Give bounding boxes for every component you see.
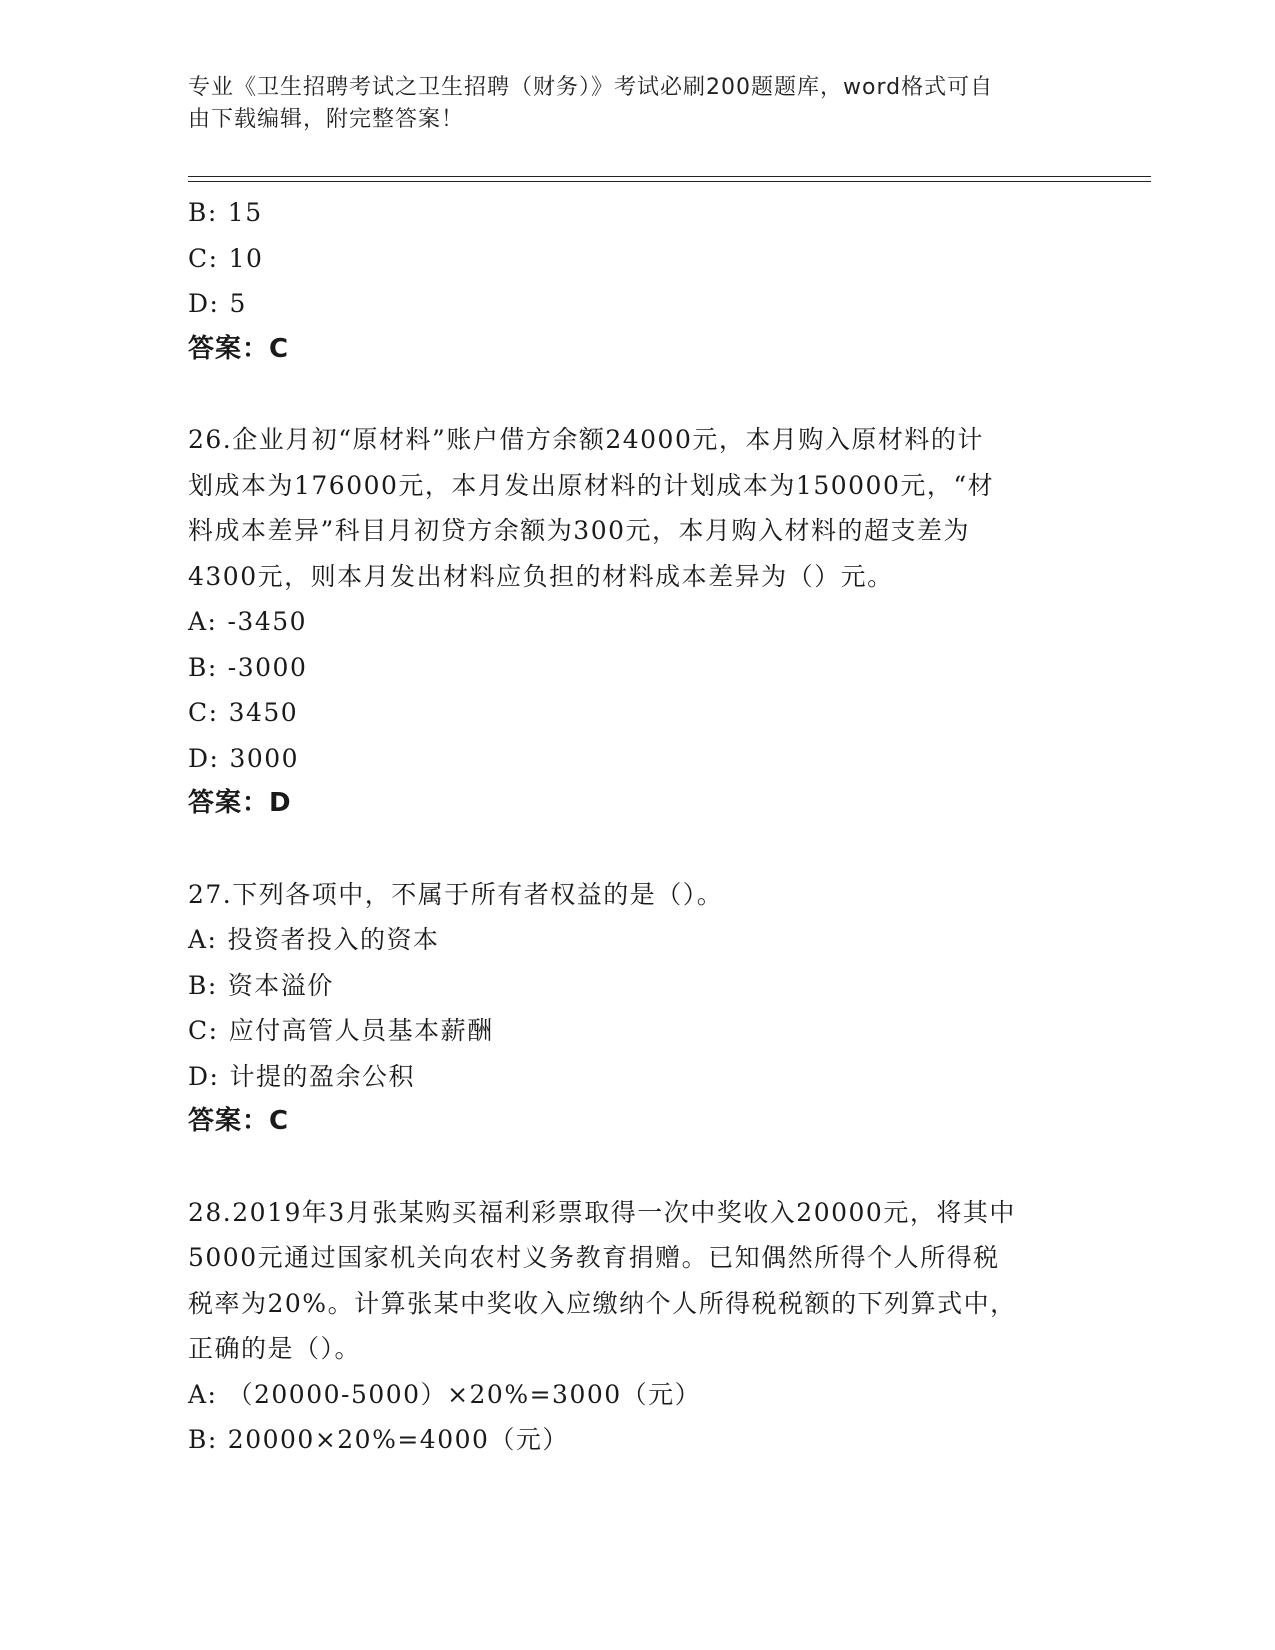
option-b: B: 资本溢价: [188, 970, 334, 1000]
option-a: A: 投资者投入的资本: [188, 925, 440, 954]
option-a: A: -3450: [188, 607, 308, 636]
question-27: [188, 872, 1088, 1145]
question-text-line: 26.企业月初“原材料”账户借方余额24000元，本月购入原材料的计: [188, 425, 984, 454]
question-text-line: 27.下列各项中，不属于所有者权益的是（）。: [188, 879, 724, 909]
option-b: B: 15: [188, 198, 263, 227]
option-c: C: 3450: [188, 698, 299, 727]
answer: 答案：C: [188, 1106, 290, 1136]
option-a: A: （20000-5000）×20%=3000（元）: [188, 1379, 702, 1409]
option-d: D: 3000: [188, 743, 300, 773]
question-25-tail: [188, 190, 1088, 372]
question-text-line: 料成本差异”科目月初贷方余额为300元，本月购入材料的超支差为: [188, 516, 971, 545]
header-line-1: 专业《卫生招聘考试之卫生招聘（财务）》考试必刷200题题库，word格式可自: [188, 75, 994, 100]
document-body: [188, 190, 1088, 1463]
question-28: [188, 1190, 1088, 1463]
question-text-line: 4300元，则本月发出材料应负担的材料成本差异为（）元。: [188, 561, 894, 591]
option-c: C: 10: [188, 243, 264, 273]
document-header: [188, 72, 1088, 136]
question-text-line: 5000元通过国家机关向农村义务教育捐赠。已知偶然所得个人所得税: [188, 1243, 1000, 1272]
question-text-line: 划成本为176000元，本月发出原材料的计划成本为150000元，“材: [188, 470, 995, 500]
question-26: [188, 417, 1088, 827]
question-text-line: 28.2019年3月张某购买福利彩票取得一次中奖收入20000元，将其中: [188, 1197, 1016, 1227]
header-line-2: 由下载编辑，附完整答案！: [188, 107, 465, 132]
option-d: D: 计提的盈余公积: [188, 1061, 415, 1091]
answer: 答案：D: [188, 788, 292, 818]
option-c: C: 应付高管人员基本薪酬: [188, 1016, 494, 1045]
option-b: B: 20000×20%=4000（元）: [188, 1425, 569, 1454]
answer: 答案：C: [188, 333, 290, 364]
option-d: D: 5: [188, 289, 247, 318]
header-divider-bottom: [188, 181, 1151, 182]
header-divider-top: [188, 176, 1151, 177]
question-text-line: 税率为20%。计算张某中奖收入应缴纳个人所得税税额的下列算式中，: [188, 1288, 1017, 1318]
option-b: B: -3000: [188, 652, 308, 682]
question-text-line: 正确的是（）。: [188, 1334, 362, 1363]
